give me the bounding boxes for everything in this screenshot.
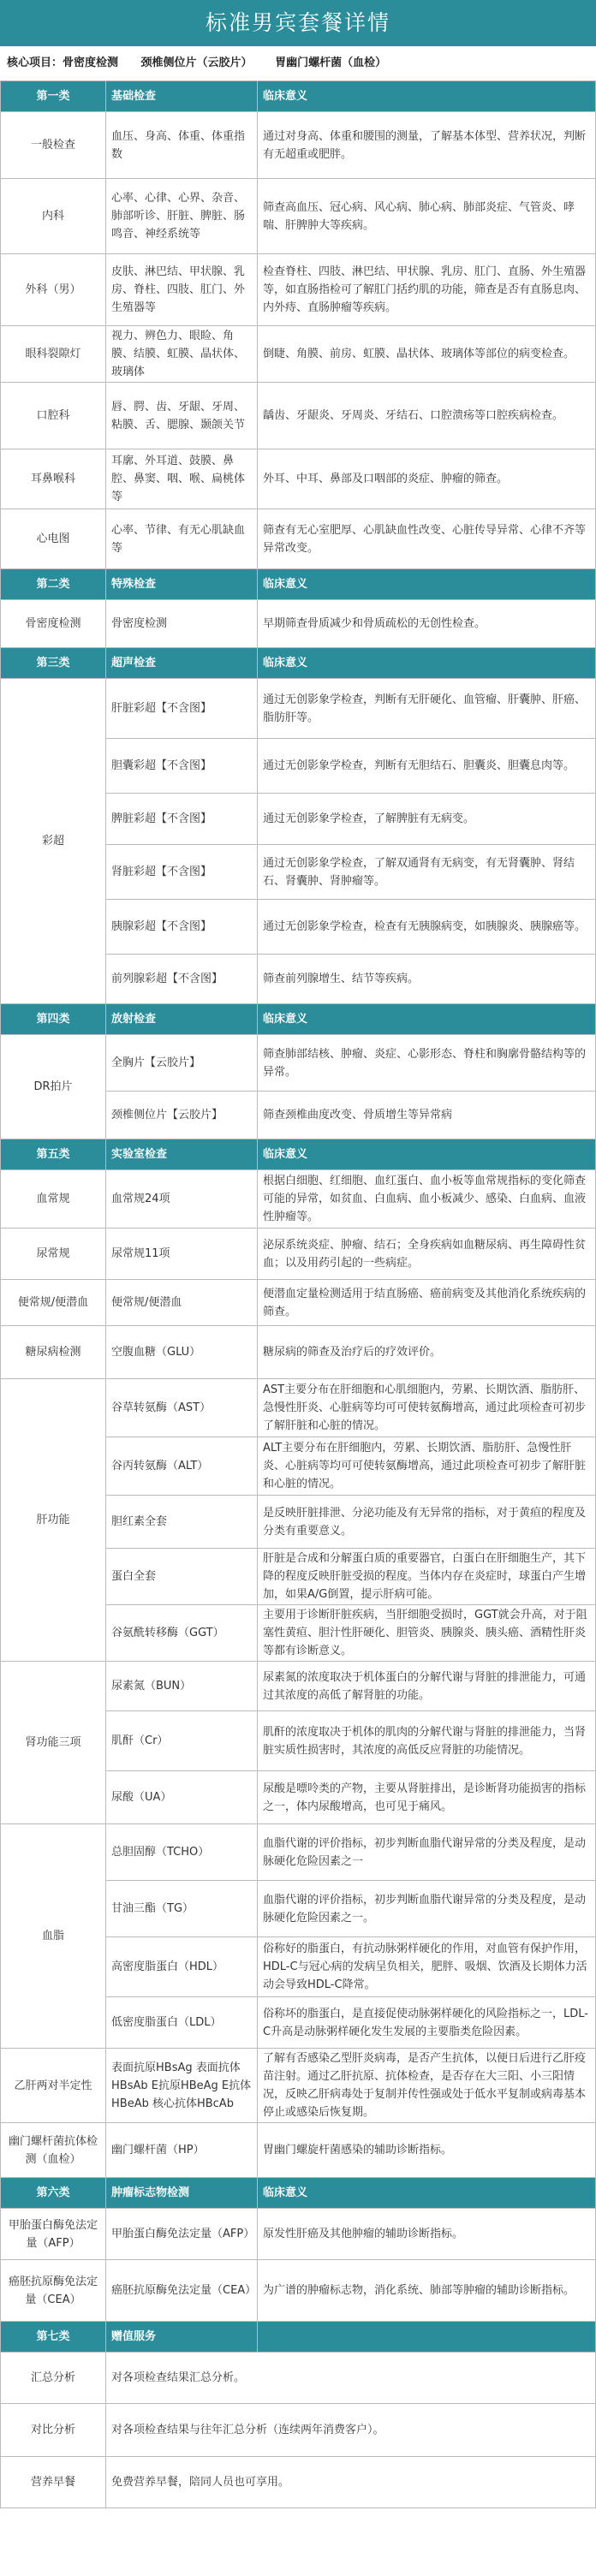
item-cell: 心率、心律、心界、杂音、肺部听诊、肝脏、脾脏、肠鸣音、神经系统等 bbox=[106, 179, 258, 254]
item-cell: 血压、身高、体重、体重指数 bbox=[106, 112, 258, 179]
category-cell: 对比分析 bbox=[1, 2404, 106, 2457]
section-type: 超声检查 bbox=[106, 648, 258, 679]
table-row bbox=[1, 112, 596, 179]
section-number: 第四类 bbox=[1, 1004, 106, 1035]
meaning-cell: 筛查颈椎曲度改变、骨质增生等异常病 bbox=[258, 1092, 596, 1139]
item-cell: 皮肤、淋巴结、甲状腺、乳房、脊柱、四肢、肛门、外生殖器等 bbox=[106, 254, 258, 326]
item-cell: 脾脏彩超【不含图】 bbox=[106, 794, 258, 845]
table-row bbox=[1, 2260, 596, 2322]
table-row bbox=[1, 1035, 596, 1092]
section-header-row bbox=[1, 2178, 596, 2209]
meaning-cell: 糖尿病的筛查及治疗后的疗效评价。 bbox=[258, 1326, 596, 1379]
item-cell: 谷丙转氨酶（ALT） bbox=[106, 1437, 258, 1496]
category-cell: 营养早餐 bbox=[1, 2457, 106, 2508]
core-item: 核心项目：骨密度检测 bbox=[7, 57, 119, 69]
core-item: 颈椎侧位片（云胶片） bbox=[140, 57, 253, 69]
item-cell: 耳廓、外耳道、鼓膜、鼻腔、鼻窦、咽、喉、扁桃体等 bbox=[106, 449, 258, 509]
section-number: 第六类 bbox=[1, 2178, 106, 2209]
category-cell: DR拍片 bbox=[1, 1035, 106, 1139]
section-meaning-label: 临床意义 bbox=[258, 1004, 596, 1035]
item-cell: 尿素氮（BUN） bbox=[106, 1662, 258, 1711]
meaning-cell: 免费营养早餐，陪同人员也可享用。 bbox=[106, 2457, 596, 2508]
item-cell: 血常规24项 bbox=[106, 1170, 258, 1229]
item-cell: 便常规/便潜血 bbox=[106, 1280, 258, 1326]
table-row bbox=[1, 1824, 596, 1881]
item-cell: 总胆固醇（TCHO） bbox=[106, 1824, 258, 1881]
category-cell: 汇总分析 bbox=[1, 2353, 106, 2404]
meaning-cell: 了解有否感染乙型肝炎病毒，是否产生抗体，以便日后进行乙肝疫苗注射。通过乙肝抗原、抗体检查，是否存在大三阳、小三阳情况，反映乙肝病毒处于复制并传性强或处于低水平复制或病毒基本停止或感染后恢复期。 bbox=[258, 2049, 596, 2123]
page-title: 标准男宾套餐详情 bbox=[0, 0, 596, 46]
table-row bbox=[1, 2353, 596, 2404]
category-cell: 便常规/便潜血 bbox=[1, 1280, 106, 1326]
table-row bbox=[1, 2209, 596, 2260]
category-cell: 糖尿病检测 bbox=[1, 1326, 106, 1379]
table-row bbox=[1, 179, 596, 254]
category-cell: 尿常规 bbox=[1, 1229, 106, 1280]
item-cell: 胆红素全套 bbox=[106, 1496, 258, 1549]
category-cell: 耳鼻喉科 bbox=[1, 449, 106, 509]
section-meaning-label: 临床意义 bbox=[258, 1139, 596, 1170]
package-table bbox=[0, 80, 596, 2508]
meaning-cell: 早期筛查骨质减少和骨质疏松的无创性检查。 bbox=[258, 600, 596, 648]
meaning-cell: 筛查前列腺增生、结节等疾病。 bbox=[258, 955, 596, 1004]
item-cell: 幽门螺杆菌（HP） bbox=[106, 2123, 258, 2178]
meaning-cell: 为广谱的肿瘤标志物，消化系统、肺部等肿瘤的辅助诊断指标。 bbox=[258, 2260, 596, 2322]
section-type: 基础检查 bbox=[106, 81, 258, 112]
item-cell: 甲胎蛋白酶免法定量（AFP） bbox=[106, 2209, 258, 2260]
table-row bbox=[1, 2049, 596, 2123]
section-header-row bbox=[1, 1139, 596, 1170]
table-row bbox=[1, 600, 596, 648]
table-row bbox=[1, 1170, 596, 1229]
meaning-cell: 通过无创影象学检查，检查有无胰腺病变，如胰腺炎、胰腺癌等。 bbox=[258, 900, 596, 955]
section-header-row bbox=[1, 648, 596, 679]
meaning-cell: 原发性肝癌及其他肿瘤的辅助诊断指标。 bbox=[258, 2209, 596, 2260]
item-cell: 癌胚抗原酶免法定量（CEA） bbox=[106, 2260, 258, 2322]
table-row bbox=[1, 1280, 596, 1326]
meaning-cell: 便潜血定量检测适用于结直肠癌、癌前病变及其他消化系统疾病的筛查。 bbox=[258, 1280, 596, 1326]
section-number: 第一类 bbox=[1, 81, 106, 112]
category-cell: 血常规 bbox=[1, 1170, 106, 1229]
meaning-cell: ALT主要分布在肝细胞内，劳累、长期饮酒、脂肪肝、急慢性肝炎、心脏病等均可可使转氨酶增高，通过此项检查可初步了解肝脏和心脏的情况。 bbox=[258, 1437, 596, 1496]
meaning-cell: 筛查高血压、冠心病、风心病、肺心病、肺部炎症、气管炎、哮喘、肝脾肿大等疾病。 bbox=[258, 179, 596, 254]
meaning-cell: 肝脏是合成和分解蛋白质的重要器官，白蛋白在肝细胞生产，其下降的程度反映肝脏受损的程度。当体内存在炎症时，球蛋白产生增加，如果A/G倒置，提示肝病可能。 bbox=[258, 1549, 596, 1605]
meaning-cell: 通过对身高、体重和腰围的测量，了解基本体型、营养状况，判断有无超重或肥胖。 bbox=[258, 112, 596, 179]
meaning-cell: 通过无创影象学检查，判断有无肝硬化、血管瘤、肝囊肿、肝癌、脂肪肝等。 bbox=[258, 679, 596, 739]
item-cell: 尿酸（UA） bbox=[106, 1771, 258, 1824]
table-row bbox=[1, 254, 596, 326]
item-cell: 低密度脂蛋白（LDL） bbox=[106, 1997, 258, 2049]
table-row bbox=[1, 1662, 596, 1711]
section-header-row bbox=[1, 81, 596, 112]
item-cell: 颈椎侧位片【云胶片】 bbox=[106, 1092, 258, 1139]
item-cell: 谷氨酰转移酶（GGT） bbox=[106, 1605, 258, 1662]
table-row bbox=[1, 2404, 596, 2457]
category-cell: 甲胎蛋白酶免法定量（AFP） bbox=[1, 2209, 106, 2260]
section-type: 肿瘤标志物检测 bbox=[106, 2178, 258, 2209]
meaning-cell: 对各项检查结果与往年汇总分析（连续两年消费客户）。 bbox=[106, 2404, 596, 2457]
section-meaning-label: 临床意义 bbox=[258, 569, 596, 600]
table-row bbox=[1, 509, 596, 569]
core-items bbox=[0, 46, 596, 80]
section-number: 第五类 bbox=[1, 1139, 106, 1170]
table-row bbox=[1, 383, 596, 449]
meaning-cell: 尿酸是嘌呤类的产物，主要从肾脏排出，是诊断肾功能损害的指标之一，体内尿酸增高，也可见于痛风。 bbox=[258, 1771, 596, 1824]
table-row bbox=[1, 1229, 596, 1280]
category-cell: 一般检查 bbox=[1, 112, 106, 179]
meaning-cell: 泌尿系统炎症、肿瘤、结石；全身疾病如血糖尿病、再生障碍性贫血；以及用药引起的一些病症。 bbox=[258, 1229, 596, 1280]
category-cell: 血脂 bbox=[1, 1824, 106, 2049]
item-cell: 尿常规11项 bbox=[106, 1229, 258, 1280]
item-cell: 高密度脂蛋白（HDL） bbox=[106, 1937, 258, 1997]
meaning-cell: 是反映肝脏排泄、分泌功能及有无异常的指标，对于黄疸的程度及分类有重要意义。 bbox=[258, 1496, 596, 1549]
meaning-cell: 通过无创影象学检查，判断有无胆结石、胆囊炎、胆囊息肉等。 bbox=[258, 739, 596, 794]
meaning-cell: 对各项检查结果汇总分析。 bbox=[106, 2353, 596, 2404]
item-cell: 唇、腭、齿、牙龈、牙周、粘膜、舌、腮腺、颞颌关节 bbox=[106, 383, 258, 449]
meaning-cell: 外耳、中耳、鼻部及口咽部的炎症、肿瘤的筛查。 bbox=[258, 449, 596, 509]
category-cell: 肝功能 bbox=[1, 1379, 106, 1662]
category-cell: 外科（男） bbox=[1, 254, 106, 326]
meaning-cell: 胃幽门螺旋杆菌感染的辅助诊断指标。 bbox=[258, 2123, 596, 2178]
table-row bbox=[1, 1379, 596, 1437]
category-cell: 内科 bbox=[1, 179, 106, 254]
category-cell: 心电图 bbox=[1, 509, 106, 569]
category-cell: 眼科裂隙灯 bbox=[1, 326, 106, 383]
meaning-cell: 通过无创影象学检查，了解双通肾有无病变，有无肾囊肿、肾结石、肾囊肿、肾肿瘤等。 bbox=[258, 845, 596, 900]
item-cell: 谷草转氨酶（AST） bbox=[106, 1379, 258, 1437]
item-cell: 胆囊彩超【不含图】 bbox=[106, 739, 258, 794]
item-cell: 表面抗原HBsAg 表面抗体HBsAb E抗原HBeAg E抗体HBeAb 核心抗体HBcAb bbox=[106, 2049, 258, 2123]
section-meaning-label bbox=[258, 2322, 596, 2353]
item-cell: 骨密度检测 bbox=[106, 600, 258, 648]
section-meaning-label: 临床意义 bbox=[258, 648, 596, 679]
category-cell: 肾功能三项 bbox=[1, 1662, 106, 1824]
meaning-cell: 血脂代谢的评价指标，初步判断血脂代谢异常的分类及程度，是动脉硬化危险因素之一。 bbox=[258, 1881, 596, 1937]
section-number: 第三类 bbox=[1, 648, 106, 679]
item-cell: 肌酐（Cr） bbox=[106, 1711, 258, 1771]
category-cell: 骨密度检测 bbox=[1, 600, 106, 648]
meaning-cell: 血脂代谢的评价指标，初步判断血脂代谢异常的分类及程度，是动脉硬化危险因素之一 bbox=[258, 1824, 596, 1881]
table-row bbox=[1, 449, 596, 509]
meaning-cell: 根据白细胞、红细胞、血红蛋白、血小板等血常规指标的变化筛查可能的异常，如贫血、白血病、血小板减少、感染、白血病、血液性肿瘤等。 bbox=[258, 1170, 596, 1229]
category-cell: 彩超 bbox=[1, 679, 106, 1004]
meaning-cell: 俗称坏的脂蛋白，是直接促使动脉粥样硬化的风险指标之一，LDL-C升高是动脉粥样硬化发生发展的主要脂类危险因素。 bbox=[258, 1997, 596, 2049]
section-meaning-label: 临床意义 bbox=[258, 81, 596, 112]
table-row bbox=[1, 1326, 596, 1379]
meaning-cell: 俗称好的脂蛋白，有抗动脉粥样硬化的作用，对血管有保护作用，HDL-C与冠心病的发病呈负相关，肥胖、吸烟、饮酒及长期体力活动会导致HDL-C降常。 bbox=[258, 1937, 596, 1997]
meaning-cell: 检查脊柱、四肢、淋巴结、甲状腺、乳房、肛门、直肠、外生殖器等，如直肠指检可了解肛门括约肌的功能，筛查是否有直肠息肉、内外痔、直肠肿瘤等疾病。 bbox=[258, 254, 596, 326]
section-type: 特殊检查 bbox=[106, 569, 258, 600]
meaning-cell: 筛查有无心室肥厚、心肌缺血性改变、心脏传导异常、心律不齐等异常改变。 bbox=[258, 509, 596, 569]
section-header-row bbox=[1, 569, 596, 600]
section-header-row bbox=[1, 2322, 596, 2353]
item-cell: 全胸片【云胶片】 bbox=[106, 1035, 258, 1092]
category-cell: 癌胚抗原酶免法定量（CEA） bbox=[1, 2260, 106, 2322]
meaning-cell: 筛查肺部结核、肿瘤、炎症、心影形态、脊柱和胸廓骨骼结构等的异常。 bbox=[258, 1035, 596, 1092]
category-cell: 口腔科 bbox=[1, 383, 106, 449]
section-header-row bbox=[1, 1004, 596, 1035]
section-meaning-label: 临床意义 bbox=[258, 2178, 596, 2209]
meaning-cell: 肌酐的浓度取决于机体的肌肉的分解代谢与肾脏的排泄能力，当肾脏实质性损害时，其浓度的高低反应肾脏的功能情况。 bbox=[258, 1711, 596, 1771]
section-type: 赠值服务 bbox=[106, 2322, 258, 2353]
meaning-cell: 尿素氮的浓度取决于机体蛋白的分解代谢与肾脏的排泄能力，可通过其浓度的高低了解肾脏的功能。 bbox=[258, 1662, 596, 1711]
category-cell: 幽门螺杆菌抗体检测（血检） bbox=[1, 2123, 106, 2178]
item-cell: 视力、辨色力、眼睑、角膜、结膜、虹膜、晶状体、玻璃体 bbox=[106, 326, 258, 383]
item-cell: 甘油三酯（TG） bbox=[106, 1881, 258, 1937]
table-row bbox=[1, 679, 596, 739]
table-row bbox=[1, 2123, 596, 2178]
item-cell: 胰腺彩超【不含图】 bbox=[106, 900, 258, 955]
item-cell: 蛋白全套 bbox=[106, 1549, 258, 1605]
item-cell: 心率、节律、有无心肌缺血等 bbox=[106, 509, 258, 569]
meaning-cell: 主要用于诊断肝脏疾病，当肝细胞受损时，GGT就会升高，对于阻塞性黄疸、胆汁性肝硬化、胆管炎、胰腺炎、胰头癌、酒精性肝炎等都有诊断意义。 bbox=[258, 1605, 596, 1662]
item-cell: 空腹血糖（GLU） bbox=[106, 1326, 258, 1379]
meaning-cell: AST主要分布在肝细胞和心肌细胞内，劳累、长期饮酒、脂肪肝、急慢性肝炎、心脏病等均可可使转氨酶增高，通过此项检查可初步了解肝脏和心脏的情况。 bbox=[258, 1379, 596, 1437]
core-item: 胃幽门螺杆菌（血检） bbox=[275, 57, 387, 69]
section-type: 实验室检查 bbox=[106, 1139, 258, 1170]
table-row bbox=[1, 2457, 596, 2508]
category-cell: 乙肝两对半定性 bbox=[1, 2049, 106, 2123]
section-number: 第七类 bbox=[1, 2322, 106, 2353]
item-cell: 前列腺彩超【不含图】 bbox=[106, 955, 258, 1004]
meaning-cell: 通过无创影象学检查，了解脾脏有无病变。 bbox=[258, 794, 596, 845]
item-cell: 肾脏彩超【不含图】 bbox=[106, 845, 258, 900]
table-row bbox=[1, 326, 596, 383]
section-type: 放射检查 bbox=[106, 1004, 258, 1035]
section-number: 第二类 bbox=[1, 569, 106, 600]
meaning-cell: 龋齿、牙龈炎、牙周炎、牙结石、口腔溃疡等口腔疾病检查。 bbox=[258, 383, 596, 449]
item-cell: 肝脏彩超【不含图】 bbox=[106, 679, 258, 739]
meaning-cell: 倒睫、角膜、前房、虹膜、晶状体、玻璃体等部位的病变检查。 bbox=[258, 326, 596, 383]
